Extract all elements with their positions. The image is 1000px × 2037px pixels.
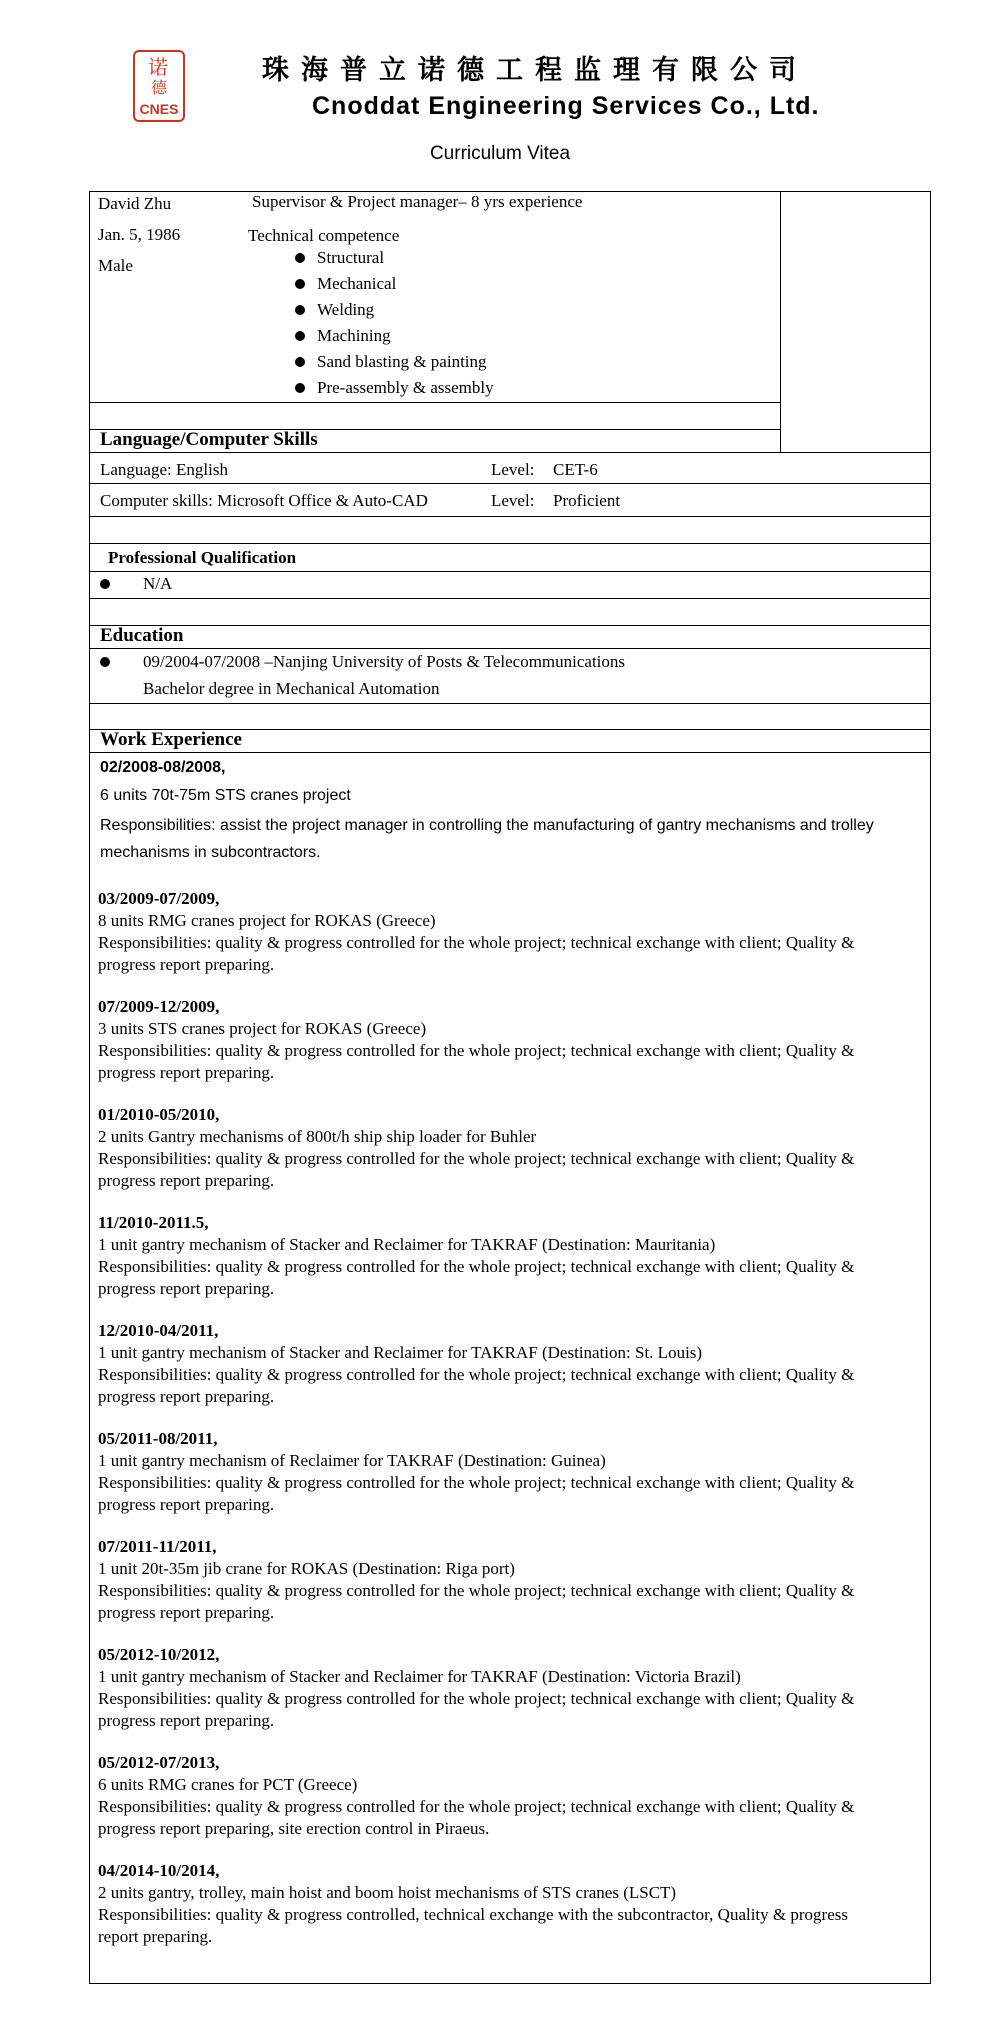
competence-title: Technical competence	[248, 226, 400, 245]
role-experience: Supervisor & Project manager– 8 yrs experience	[252, 192, 583, 211]
letterhead	[0, 0, 1000, 140]
language-level-label: Level:	[491, 460, 535, 479]
work-responsibilities-2: report preparing.	[98, 1927, 213, 1946]
work-entry	[98, 1212, 918, 1300]
work-project: 1 unit gantry mechanism of Stacker and Reclaimer for TAKRAF (Destination: Mauritania)	[98, 1235, 716, 1254]
work-project: 1 unit gantry mechanism of Stacker and Reclaimer for TAKRAF (Destination: St. Louis)	[98, 1343, 703, 1362]
language-skill: Language: English	[100, 460, 228, 479]
work-responsibilities-1: Responsibilities: quality & progress controlled for the whole project; technical exchange with client; Quality &	[98, 1797, 855, 1816]
work-date: 05/2011-08/2011,	[98, 1429, 218, 1448]
work-responsibilities-2: progress report preparing.	[98, 955, 275, 974]
document-title: Curriculum Vitea	[429, 143, 571, 164]
work-project: 1 unit 20t-35m jib crane for ROKAS (Destination: Riga port)	[98, 1559, 515, 1578]
work-responsibilities-1: Responsibilities: quality & progress controlled for the whole project; technical exchange with client; Quality &	[98, 1365, 855, 1384]
work-date: 07/2009-12/2009,	[98, 997, 220, 1016]
list-item: Mechanical	[317, 274, 397, 293]
work-entry-list	[98, 888, 918, 1968]
language-level: CET-6	[553, 460, 598, 479]
education-line-1: 09/2004-07/2008 –Nanjing University of Posts & Telecommunications	[143, 652, 626, 671]
work-entry	[98, 1320, 918, 1408]
list-item: Sand blasting & painting	[317, 352, 487, 371]
work-date: 01/2010-05/2010,	[98, 1105, 220, 1124]
work-project: 1 unit gantry mechanism of Reclaimer for TAKRAF (Destination: Guinea)	[98, 1451, 606, 1470]
work-responsibilities-1: Responsibilities: quality & progress controlled for the whole project; technical exchange with client; Quality &	[98, 1149, 855, 1168]
work-entry	[98, 1428, 918, 1516]
work-entry	[98, 1644, 918, 1732]
qualification-item: N/A	[143, 574, 173, 593]
work-responsibilities-1: Responsibilities: quality & progress controlled for the whole project; technical exchange with client; Quality &	[98, 1473, 855, 1492]
work-project: 1 unit gantry mechanism of Stacker and Reclaimer for TAKRAF (Destination: Victoria Brazil)	[98, 1667, 741, 1686]
work-responsibilities-1: Responsibilities: assist the project manager in controlling the manufacturing of gantry mechanisms and trolley	[100, 817, 874, 834]
work-responsibilities-1: Responsibilities: quality & progress controlled, technical exchange with the subcontractor, Quality & progress	[98, 1905, 848, 1924]
work-date: 07/2011-11/2011,	[98, 1537, 217, 1556]
work-responsibilities-2: progress report preparing.	[98, 1495, 275, 1514]
skills-heading: Language/Computer Skills	[100, 429, 318, 450]
work-responsibilities-1: Responsibilities: quality & progress controlled for the whole project; technical exchange with client; Quality &	[98, 1581, 855, 1600]
work-project: 8 units RMG cranes project for ROKAS (Greece)	[98, 911, 436, 930]
list-item: Structural	[317, 248, 385, 267]
work-entry	[98, 1536, 918, 1624]
work-responsibilities-2: progress report preparing.	[98, 1711, 275, 1730]
list-item: Pre-assembly & assembly	[317, 378, 494, 397]
work-entry	[98, 1104, 918, 1192]
work-responsibilities-1: Responsibilities: quality & progress controlled for the whole project; technical exchange with client; Quality &	[98, 1257, 855, 1276]
work-project: 3 units STS cranes project for ROKAS (Greece)	[98, 1019, 427, 1038]
work-date: 11/2010-2011.5,	[98, 1213, 209, 1232]
computer-skill: Computer skills: Microsoft Office & Auto-CAD	[100, 491, 428, 510]
work-responsibilities-2: progress report preparing.	[98, 1063, 275, 1082]
education-line-2: Bachelor degree in Mechanical Automation	[143, 679, 440, 698]
work-entry	[98, 888, 918, 976]
work-responsibilities-2: progress report preparing.	[98, 1279, 275, 1298]
computer-level-label: Level:	[491, 491, 535, 510]
work-date: 05/2012-10/2012,	[98, 1645, 220, 1664]
bullet-icon	[295, 331, 305, 341]
work-responsibilities-2: progress report preparing.	[98, 1171, 275, 1190]
bullet-icon	[295, 305, 305, 315]
work-responsibilities-2: progress report preparing.	[98, 1387, 275, 1406]
bullet-icon	[100, 579, 110, 589]
qualification-heading: Professional Qualification	[108, 548, 297, 567]
work-entry	[98, 1860, 918, 1948]
work-date: 12/2010-04/2011,	[98, 1321, 219, 1340]
work-project: 6 units 70t-75m STS cranes project	[100, 787, 351, 804]
work-entry	[98, 996, 918, 1084]
seal-abbrev: CNES	[139, 101, 179, 117]
computer-level: Proficient	[553, 491, 621, 510]
company-seal	[133, 50, 185, 122]
bullet-icon	[100, 657, 110, 667]
work-project: 6 units RMG cranes for PCT (Greece)	[98, 1775, 358, 1794]
bullet-icon	[295, 253, 305, 263]
work-responsibilities-2: mechanisms in subcontractors.	[100, 844, 321, 861]
work-date: 02/2008-08/2008,	[100, 759, 226, 776]
work-responsibilities-1: Responsibilities: quality & progress controlled for the whole project; technical exchange with client; Quality &	[98, 1689, 855, 1708]
bullet-icon	[295, 357, 305, 367]
person-name: David Zhu	[98, 194, 172, 213]
work-heading: Work Experience	[100, 729, 242, 750]
work-responsibilities-2: progress report preparing.	[98, 1603, 275, 1622]
bullet-icon	[295, 279, 305, 289]
gender: Male	[98, 256, 133, 275]
work-project: 2 units gantry, trolley, main hoist and boom hoist mechanisms of STS cranes (LSCT)	[98, 1883, 677, 1902]
work-date: 03/2009-07/2009,	[98, 889, 220, 908]
work-project: 2 units Gantry mechanisms of 800t/h ship ship loader for Buhler	[98, 1127, 537, 1146]
company-name-english: Cnoddat Engineering Services Co., Ltd.	[312, 92, 820, 120]
work-responsibilities-1: Responsibilities: quality & progress controlled for the whole project; technical exchange with client; Quality &	[98, 933, 855, 952]
seal-char-mid: 德	[150, 78, 167, 97]
date-of-birth: Jan. 5, 1986	[98, 225, 181, 244]
bullet-icon	[295, 383, 305, 393]
company-name-chinese: 珠海普立诺德工程监理有限公司	[262, 55, 808, 86]
education-heading: Education	[100, 625, 184, 646]
list-item: Machining	[317, 326, 391, 345]
work-responsibilities-1: Responsibilities: quality & progress controlled for the whole project; technical exchange with client; Quality &	[98, 1041, 855, 1060]
work-date: 04/2014-10/2014,	[98, 1861, 220, 1880]
work-responsibilities-2: progress report preparing, site erection control in Piraeus.	[98, 1819, 490, 1838]
seal-char-top: 诺	[148, 55, 170, 79]
work-date: 05/2012-07/2013,	[98, 1753, 220, 1772]
work-entry	[98, 1752, 918, 1840]
list-item: Welding	[317, 300, 375, 319]
